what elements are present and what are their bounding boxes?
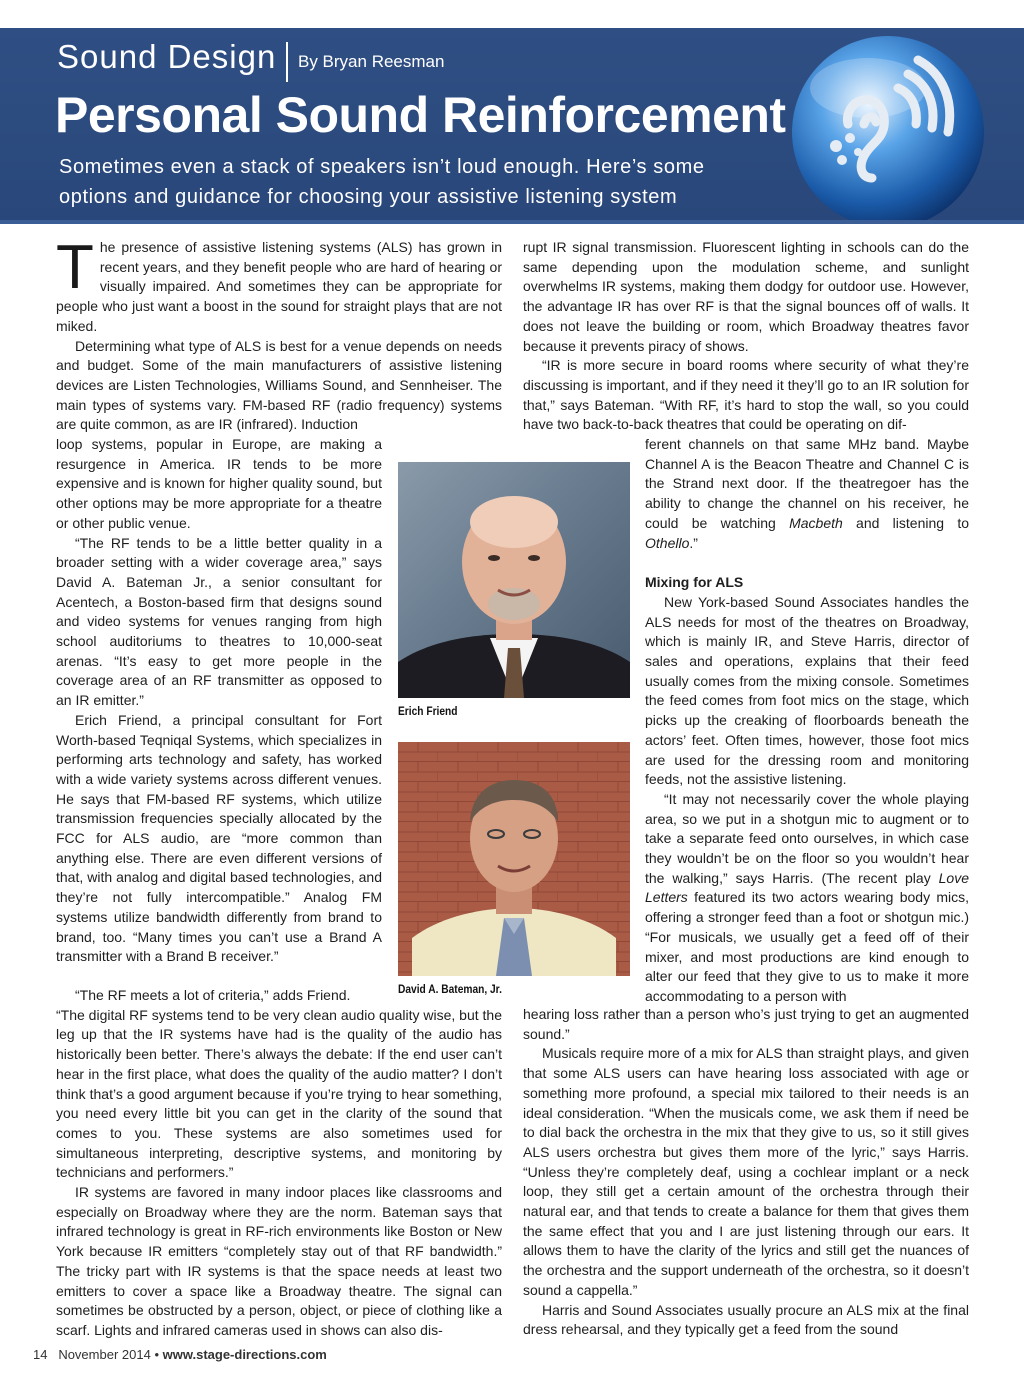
section-title: Sound Design <box>57 38 277 75</box>
portrait-photo-david-bateman <box>398 742 630 976</box>
article-column-2-top <box>523 238 969 435</box>
paragraph-fragment: “The RF meets a lot of criteria,” adds Friend. <box>75 987 351 1003</box>
paragraph-fragment: and listening to <box>842 514 969 531</box>
deck-subtitle: Sometimes even a stack of speakers isn’t loud enough. Here’s some options and guidance for choosing your assistive listening system <box>59 156 705 208</box>
portrait-photo-erich-friend <box>398 462 630 698</box>
play-title: Othello <box>645 534 690 551</box>
play-title: Love Letters <box>645 869 969 906</box>
photo-caption: David A. Bateman, Jr. <box>398 982 502 996</box>
subhead: Mixing for ALS <box>645 574 744 591</box>
hearing-ear-icon <box>788 28 988 220</box>
paragraph: “IR is more secure in board rooms where security of what they’re discussing is important, and if they need it they’ll go to an IR solution for that,” says Bateman. “With RF, it’s hard to stop the wall, so you could have two back-to-back theatres that could be operating on dif- <box>523 357 969 433</box>
paragraph: IR systems are favored in many indoor places like classrooms and especially on Broadway where they are the norm. Bateman says that infrared technology is great in RF-rich environments like Boston or New York because IR emitters “completely stay out of that RF bandwidth.” The tricky part with IR systems is that the space needs at least two emitters to cover a space like a Broadway theatre. The signal can sometimes be obstructed by a person, object, or piece of clothing like a scarf. Lights and infrared cameras used in shows can also dis- <box>56 1184 502 1338</box>
article-column-1-narrow <box>56 435 382 967</box>
article-column-1-bottom <box>56 986 502 1341</box>
banner-divider <box>0 220 1024 224</box>
paragraph-fragment: featured its two actors wearing body mics, offering a stronger feed than a foot or shotgun mic.) “For musicals, we usually get a feed off of their mixer, and most productions are kind enough to alter our feed that they give to us to make it more accommodating to a person with <box>645 889 969 1004</box>
paragraph: rupt IR signal transmission. Fluorescent lighting in schools can do the same depending upon the modulation scheme, and sunlight overwhelms IR systems, making them dodgy for outdoor use. However, the advantage IR has over RF is that the signal bounces off of walls. It does not leave the building or room, which Broadway theatres favor because it prevents piracy of shows. <box>523 239 969 354</box>
paragraph-fragment: “It may not necessarily cover the whole playing area, so we put in a shotgun mic to augment or to take a separate feed onto ourselves, in which case they wouldn’t be on the floor so you wouldn’t hear the walking,” says Harris. (The recent play <box>645 790 969 886</box>
paragraph: “The RF tends to be a little better quality in a broader setting with a wider coverage area,” says David A. Bateman Jr., a senior consultant for Acentech, a Boston-based firm that designs sound and video systems for venues ranging from high school auditoriums to theatres to 10,000-seat arenas. “It’s easy to get more people in the coverage area of an RF transmitter as opposed to an IR emitter.” <box>56 534 382 709</box>
drop-cap: T <box>56 233 94 302</box>
paragraph: Erich Friend, a principal consultant for Fort Worth-based Teqniqal Systems, which specializes in performing arts technology and safety, has worked with a wide variety systems across different venues. He says that FM-based RF systems, which utilize transmission frequencies specially allocated by the FCC for ALS audio, are “more common than anything else. There are even different versions of that, with analog and digital based technologies, and they’re not fully intercompatible.” Analog FM systems utilize bandwidth differently from brand to brand, too. “Many times you can’t use a Brand A transmitter with a Brand B receiver.” <box>56 711 382 965</box>
paragraph <box>645 790 969 1007</box>
kicker-divider <box>286 42 288 82</box>
page-footer <box>33 1347 327 1362</box>
article-column-2-narrow <box>645 435 969 1007</box>
website-link[interactable]: www.stage-directions.com <box>162 1347 327 1362</box>
paragraph: Musicals require more of a mix for ALS than straight plays, and given that some ALS users can have hearing loss associated with age or something more profound, a special mix tailored to their needs is an ideal consideration. “When the musicals come, we ask them if need be to dial back the orchestra in the mix that they give to us, so it still gives ALS users orchestra but gives them more of the lyric,” says Harris. “Unless they’re completely deaf, using a cochlear implant or a neck loop, they still get a certain amount of the orchestra through their natural ear, and that tends to create a balance for them that gives them the same effect that you and I are just listening through our ears. It allows them to have the clarity of the lyrics and still get the nuances of the orchestra and the support underneath of the orchestra, so it doesn’t sound a cappella.” <box>523 1045 969 1298</box>
paragraph: loop systems, popular in Europe, are making a resurgence in America. IR tends to be more expensive and is known for higher quality sound, but other options may be more appropriate for a theatre or other public venue. <box>56 436 382 531</box>
paragraph: Determining what type of ALS is best for a venue depends on needs and budget. Some of the main manufacturers of assistive listening devices are Listen Technologies, Williams Sound, and Sennheiser. The main types of systems vary. FM-based RF (radio frequency) systems are quite common, as are IR (infrared). Induction <box>56 337 502 433</box>
play-title: Macbeth <box>789 514 843 531</box>
paragraph: he presence of assistive listening systems (ALS) has grown in recent years, and they benefit people who are hard of hearing or visually impaired. And sometimes they can be appropriate for people who just want a boost in the sound for straight plays that are not miked. <box>56 239 502 334</box>
paragraph-fragment: .” <box>689 534 698 551</box>
issue-date: November 2014 <box>58 1347 151 1362</box>
paragraph: hearing loss rather than a person who’s just trying to get an augmented sound.” <box>523 1006 969 1042</box>
byline: By Bryan Reesman <box>298 52 445 71</box>
paragraph-fragment: ferent channels on that same MHz band. Maybe Channel A is the Beacon Theatre and Channel C is the Strand next door. If the theatregoer has the ability to change the channel on his receiver, he could be watching <box>645 436 969 531</box>
headline: Personal Sound Reinforcement <box>55 87 786 143</box>
paragraph: New York-based Sound Associates handles the ALS needs for most of the theatres on Broadway, which is mainly IR, and Steve Harris, director of sales and operations, explains that their feed usually comes from the mixing console. Sometimes the feed comes from foot mics on the stage, which picks up the creaking of floorboards beneath the actors’ feet. Often times, however, those foot mics are used for the dressing room and monitoring feeds, not the assistive listening. <box>645 593 969 788</box>
paragraph: “The digital RF systems tend to be very clean audio quality wise, but the leg up that the IR systems have had is the quality of the audio has historically been better. There’s always the debate: If the end user can’t hear in the first place, what does the quality of the audio matter? I don’t think that’s a good argument because if you’re trying to hear something, you need every little bit you can get in the clarity of the sound that comes to you. These systems are also sometimes used for simultaneous interpreting, descriptive systems, and monitoring by technicians and performers.” <box>56 1006 502 1181</box>
paragraph <box>645 435 969 553</box>
paragraph: Harris and Sound Associates usually procure an ALS mix at the final dress rehearsal, and they typically get a feed from the sound <box>523 1301 969 1338</box>
photo-caption: Erich Friend <box>398 704 458 718</box>
article-column-1-top <box>56 233 502 435</box>
article-column-2-bottom <box>523 1005 969 1340</box>
page-number: 14 <box>33 1347 48 1362</box>
footer-separator: • <box>154 1347 159 1362</box>
